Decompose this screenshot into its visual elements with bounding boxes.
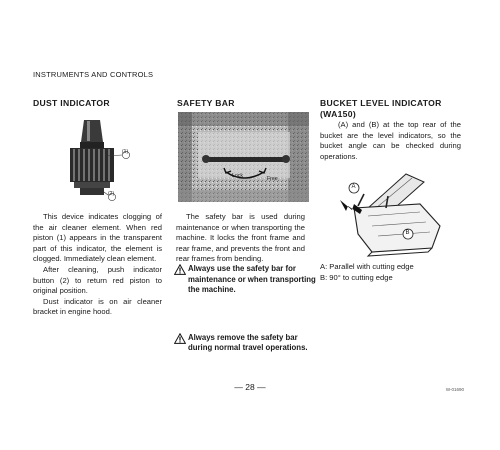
- dust-paragraph-3: Dust indicator is on air cleaner bracket in engine hood.: [33, 296, 162, 317]
- legend-item-b: B: 90° to cutting edge: [320, 272, 393, 282]
- safety-warning-2: [174, 333, 318, 354]
- dust-indicator-heading: DUST INDICATOR: [33, 98, 110, 108]
- callout-1: (1): [122, 149, 129, 155]
- page-number: — 28 —: [234, 382, 266, 392]
- bucket-illustration: [328, 164, 458, 262]
- safety-bar-text: [176, 212, 305, 265]
- safety-warning-1-text: Always use the safety bar for maintenance or when transporting the machine.: [188, 264, 316, 295]
- safety-warning-1: [174, 264, 318, 296]
- bucket-legend: [320, 262, 465, 283]
- legend-item-a: A: Parallel with cutting edge: [320, 262, 414, 271]
- callout-2: (2): [108, 191, 115, 197]
- dust-paragraph-1: This device indicates clogging of the air cleaner element. When red piston (1) appears in the transparent part of this indicator, the element is clogged. Immediately clean element.: [33, 212, 162, 264]
- document-code: W-01690: [445, 387, 464, 392]
- bucket-level-text: [320, 120, 461, 162]
- bucket-level-title: BUCKET LEVEL INDICATOR: [320, 98, 442, 108]
- dust-indicator-illustration: [40, 112, 160, 212]
- safety-bar-heading: SAFETY BAR: [177, 98, 235, 108]
- level-indicator-b: B: [405, 230, 410, 236]
- safety-warning-2-text: Always remove the safety bar during normal travel operations.: [188, 332, 308, 353]
- safety-bar-photo: [178, 112, 309, 202]
- warning-icon: [174, 264, 186, 275]
- warning-icon: [174, 333, 186, 344]
- bucket-level-subtitle: (WA150): [320, 108, 357, 119]
- lock-label: Lock: [232, 173, 243, 179]
- safety-paragraph: The safety bar is used during maintenance or when transporting the machine. It locks the front frame and rear frame, and prevents the front and rear frames from bending.: [176, 212, 305, 264]
- bucket-paragraph: (A) and (B) at the top rear of the bucket are the level indicators, so the bucket angle can be checked during operations.: [320, 120, 461, 161]
- dust-paragraph-2: After cleaning, push indicator button (2) to return red piston to original position.: [33, 264, 162, 296]
- level-indicator-a: A: [351, 184, 356, 190]
- bucket-level-heading: [320, 98, 470, 119]
- section-header: INSTRUMENTS AND CONTROLS: [33, 70, 154, 79]
- dust-indicator-text: [33, 212, 162, 318]
- free-label: Free: [267, 176, 278, 182]
